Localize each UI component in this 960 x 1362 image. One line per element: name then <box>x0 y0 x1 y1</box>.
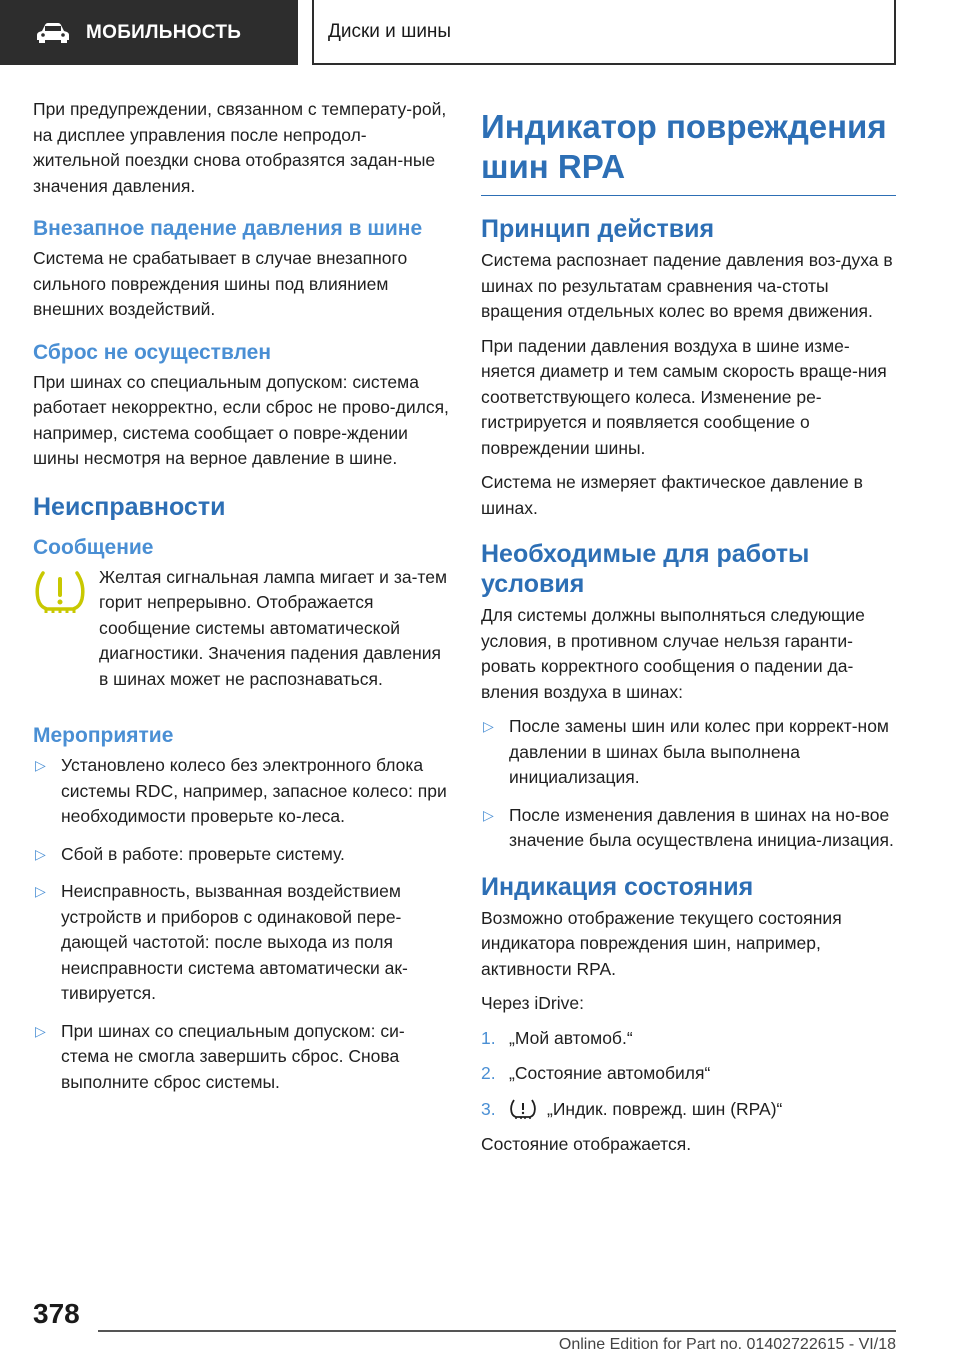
page-title: Индикатор повреждения шин RPA <box>481 107 896 196</box>
triangle-bullet-icon: ▷ <box>483 806 494 823</box>
sudden-drop-text: Система не срабатывает в случае внезапного сильного повреждения шины под влиянием внешних воздействий. <box>33 248 408 319</box>
left-column <box>33 97 449 1107</box>
reset-text: При шинах со специальным допуском: система работает некорректно, если сброс не прово-дился, например, система сообщает о повре-ждении шины несмотря на верное давление в шине. <box>33 371 449 468</box>
tire-pressure-warning-icon <box>33 569 87 615</box>
list-item: 3. „Индик. поврежд. шин (RPA)“ <box>481 1098 783 1119</box>
header-section-tab <box>0 0 298 65</box>
page-number: 378 <box>33 1298 80 1329</box>
edition-text: Online Edition for Part no. 01402722615 - VI/18 <box>558 1336 896 1353</box>
message-text: Желтая сигнальная лампа мигает и за-тем горит непрерывно. Отображается сообщение системы автоматической диагностики. Значения падения давления в шинах может не распознаваться. <box>99 566 447 689</box>
conditions-list <box>481 714 896 854</box>
list-item: ▷ После изменения давления в шинах на но-вое значение была осуществлена инициа-лизация. <box>483 804 894 850</box>
car-icon <box>36 22 70 44</box>
sudden-drop-heading: Внезапное падение давления в шине <box>33 217 423 240</box>
list-item: ▷ При шинах со специальным допуском: си-стема не смогла завершить сброс. Снова выполните сброс системы. <box>35 1020 405 1092</box>
list-item: ▷ После замены шин или колес при коррект-ном давлении в шинах была выполнена инициализация. <box>483 716 889 787</box>
status-text: Возможно отображение текущего состояния индикатора повреждения шин, например, активности RPA. <box>481 907 842 979</box>
conditions-heading: Необходимые для работы условия <box>481 540 810 598</box>
via-idrive-text: Через iDrive: <box>481 993 584 1013</box>
list-item: ▷ Неисправность, вызванная воздействием устройств и приборов с одинаковой пере-дающей частотой: после выхода из поля неисправности система автоматически ак-тивируется. <box>35 881 408 1003</box>
list-item: ▷ Установлено колесо без электронного блока системы RDC, например, запасное колесо: при необходимости проверьте ко-леса. <box>35 755 447 826</box>
steps-list <box>481 1026 896 1123</box>
principle-heading: Принцип действия <box>481 215 715 243</box>
tire-status-icon <box>509 1098 537 1120</box>
faults-heading: Неисправности <box>33 492 226 521</box>
list-item: 2. „Состояние автомобиля“ <box>481 1063 711 1083</box>
list-item: ▷ Сбой в работе: проверьте систему. <box>33 842 449 868</box>
measure-list <box>33 753 449 1095</box>
principle-paragraph-3: Система не измеряет фактическое давление в шинах. <box>481 472 863 518</box>
header-chapter-tab <box>312 0 896 65</box>
footer-divider <box>98 1330 896 1332</box>
status-heading: Индикация состояния <box>481 872 754 901</box>
section-title: МОБИЛЬНОСТЬ <box>86 21 242 43</box>
result-text: Состояние отображается. <box>481 1134 692 1154</box>
chapter-title: Диски и шины <box>328 20 452 42</box>
triangle-bullet-icon: ▷ <box>35 757 46 773</box>
triangle-bullet-icon: ▷ <box>35 1022 46 1039</box>
triangle-bullet-icon: ▷ <box>35 883 46 899</box>
triangle-bullet-icon: ▷ <box>35 845 46 862</box>
measure-heading: Мероприятие <box>33 724 174 747</box>
reset-heading: Сброс не осуществлен <box>33 340 272 364</box>
message-block <box>33 565 449 693</box>
list-item: 1. „Мой автомоб.“ <box>481 1027 633 1048</box>
conditions-text: Для системы должны выполняться следующие условия, в противном случае нельзя гаранти-ровать корректного сообщения о падении да-вления воздуха в шинах: <box>481 605 865 702</box>
principle-paragraph-1: Система распознает падение давления воз-духа в шинах по результатам сравнения ча-стоты вращения отдельных колес во время движения. <box>481 250 893 321</box>
intro-paragraph: При предупреждении, связанном с температу-рой, на дисплее управления после непродол-жительной поездки снова отобразятся задан-ные значения давления. <box>33 99 447 196</box>
right-column <box>481 97 896 1167</box>
principle-paragraph-2: При падении давления воздуха в шине изме-няется диаметр и тем самым скорость враще-ния соответствующего колеса. Изменение ре-гистрируется и появляется сообщение о повреждении шины. <box>481 335 887 458</box>
message-heading: Сообщение <box>33 535 154 559</box>
triangle-bullet-icon: ▷ <box>483 718 494 734</box>
